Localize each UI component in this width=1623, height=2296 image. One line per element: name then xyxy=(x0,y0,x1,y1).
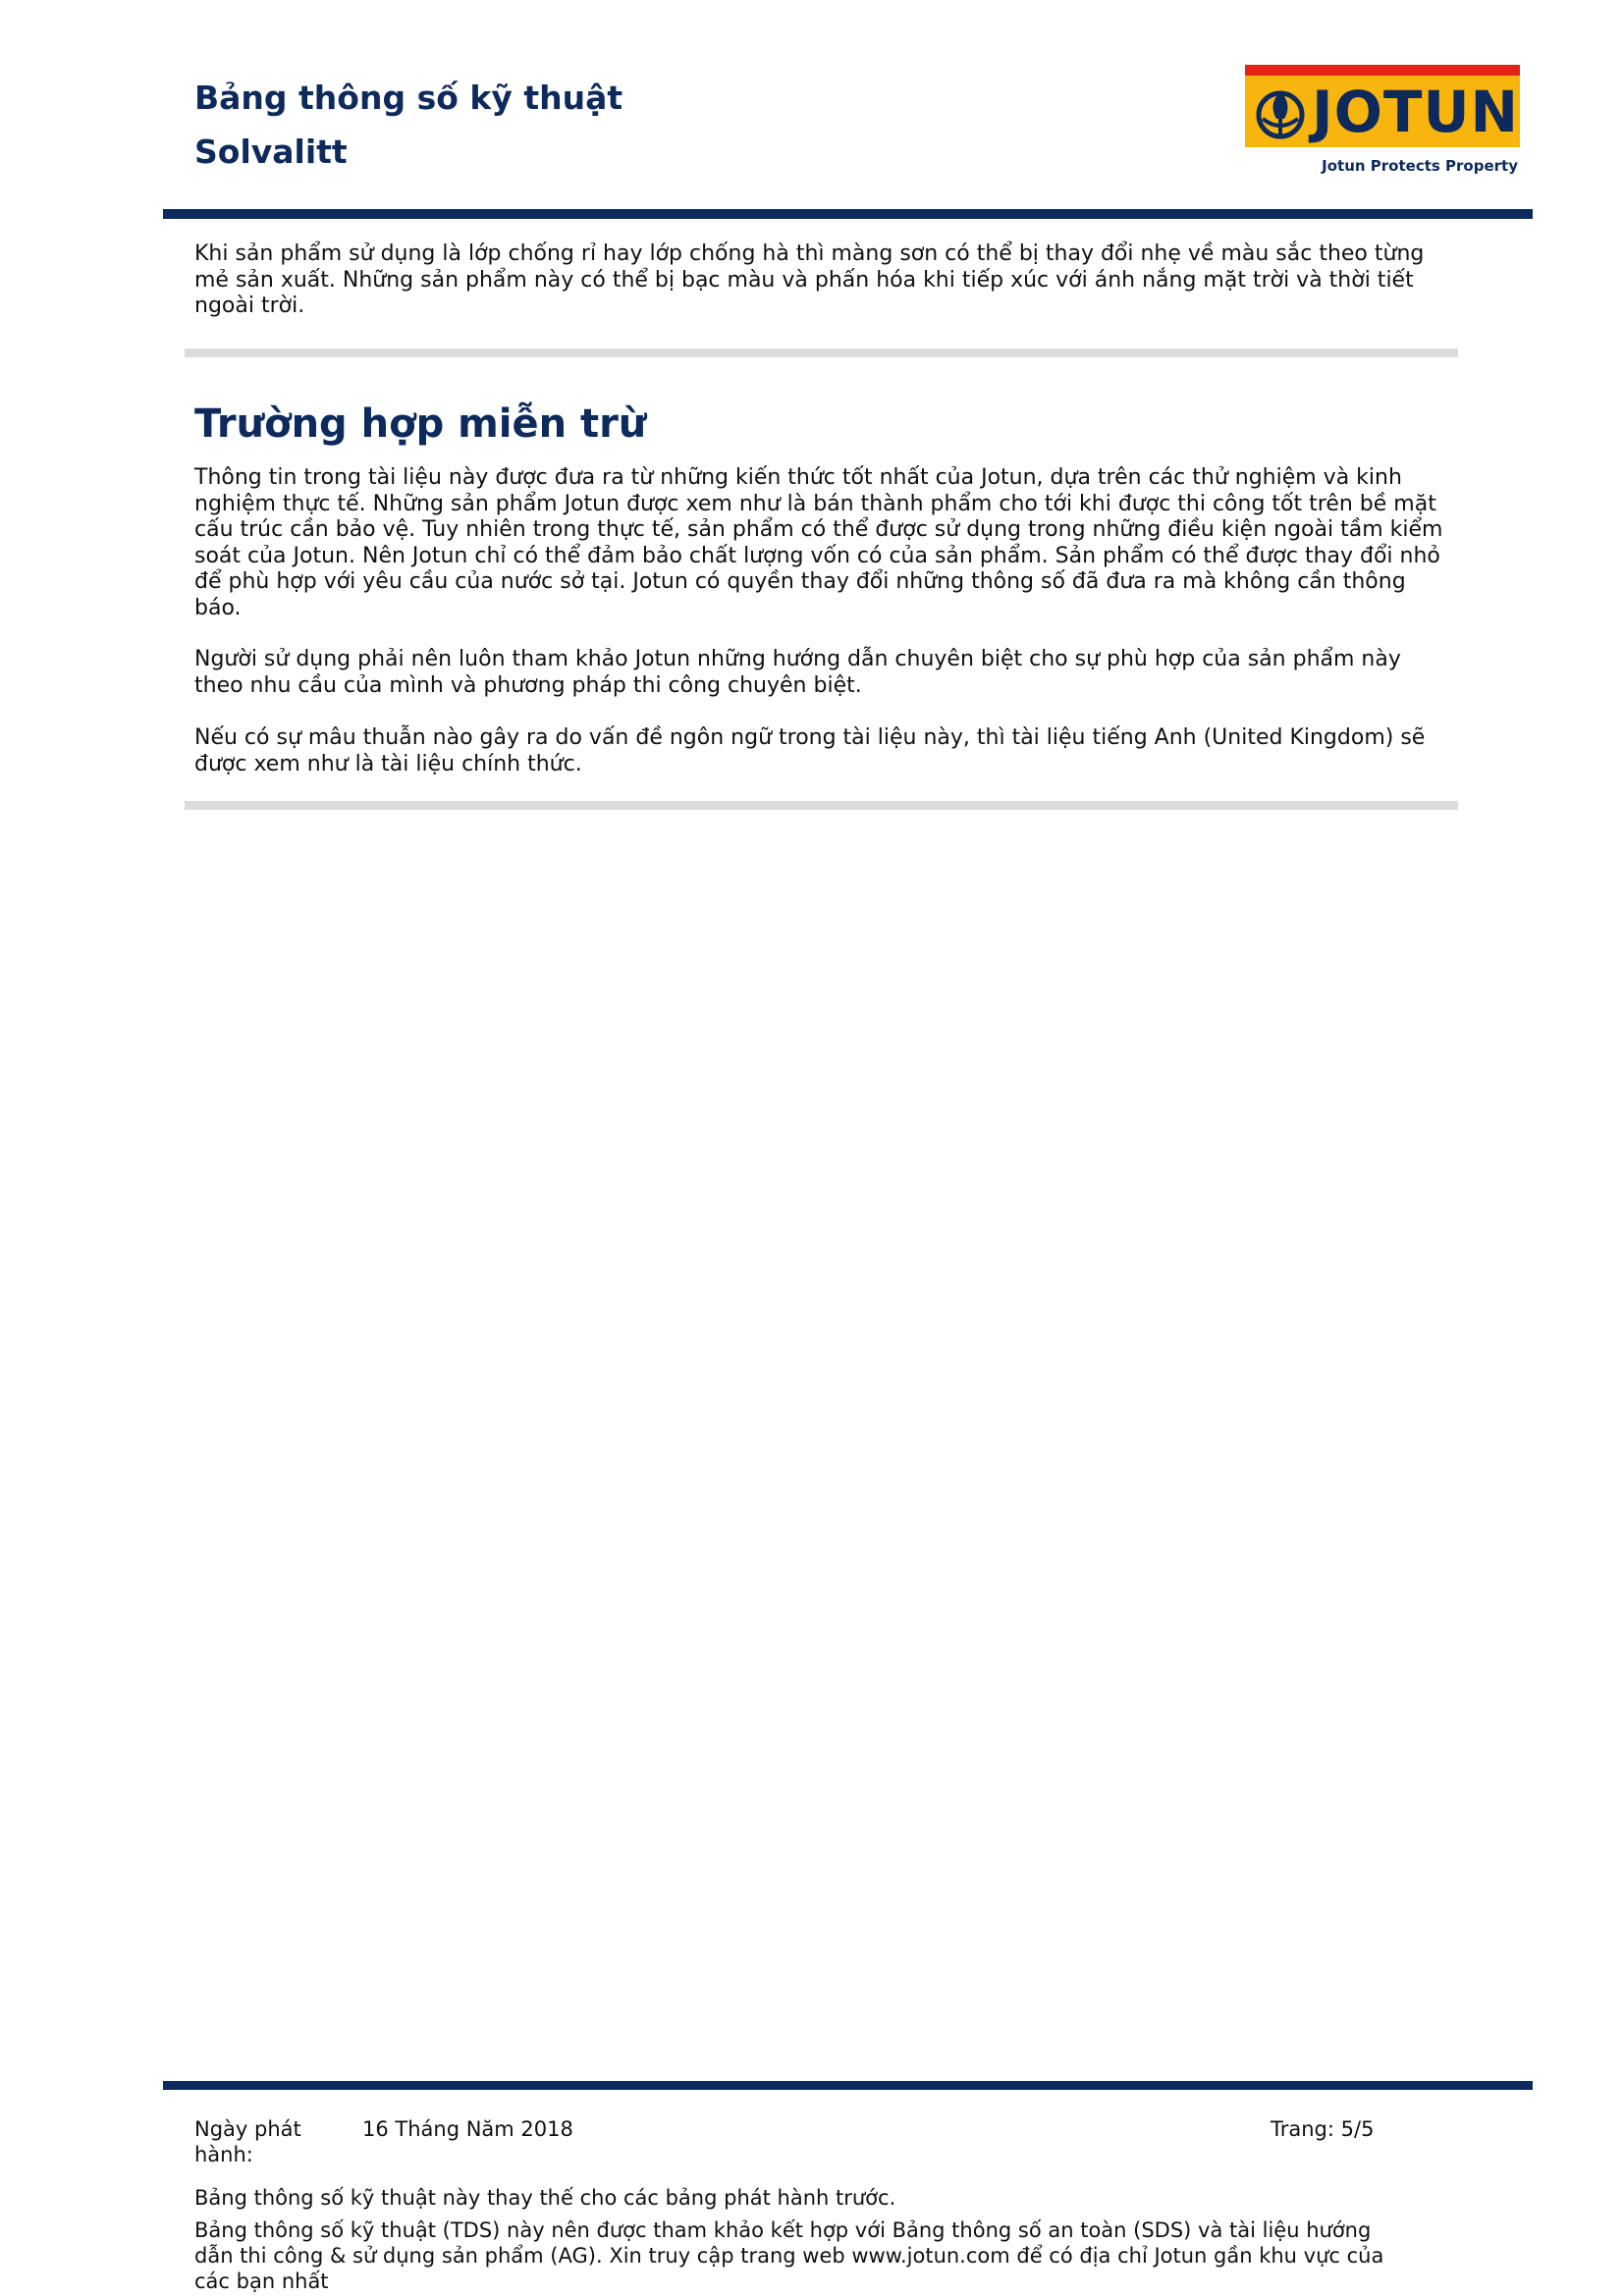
section-separator xyxy=(185,801,1458,810)
disclaimer-paragraph: Thông tin trong tài liệu này được đưa ra từ những kiến thức tốt nhất của Jotun, dựa trên các thử nghiệm và kinh nghiệm thực tế. Những sản phẩm Jotun được xem như là bán thành phẩm cho tới khi được thi công tốt trên bề mặt cấu trúc cần bảo vệ. Tuy nhiên trong thực tế, sản phẩm có thể được sử dụng trong những điều kiện ngoài tầm kiểm soát của Jotun. Nên Jotun chỉ có thể đảm bảo chất lượng vốn có của sản phẩm. Sản phẩm có thể được thay đổi nhỏ để phù hợp với yêu cầu của nước sở tại. Jotun có quyền thay đổi những thông số đã đưa ra mà không cần thông báo. xyxy=(194,465,1443,620)
disclaimer-paragraph: Người sử dụng phải nên luôn tham khảo Jotun những hướng dẫn chuyên biệt cho sự phù hợp của sản phẩm này theo nhu cầu của mình và phương pháp thi công chuyên biệt. xyxy=(194,647,1401,698)
whaler-emblem-icon xyxy=(1255,85,1306,140)
reference-note: Bảng thông số kỹ thuật (TDS) này nên được tham khảo kết hợp với Bảng thông số an toàn (SDS) và tài liệu hướng dẫn thi công & sử dụng sản phẩm (AG). Xin truy cập trang web www.jotun.com để có địa chỉ Jotun gần khu vực của các bạn nhất xyxy=(194,2218,1384,2293)
document-title: Bảng thông số kỹ thuật xyxy=(194,79,623,117)
section-separator xyxy=(185,348,1458,357)
product-name: Solvalitt xyxy=(194,133,348,171)
page-number: Trang: 5/5 xyxy=(1271,2117,1375,2141)
supersede-note: Bảng thông số kỹ thuật này thay thế cho các bảng phát hành trước. xyxy=(194,2186,896,2210)
disclaimer-paragraph: Nếu có sự mâu thuẫn nào gây ra do vấn đề ngôn ngữ trong tài liệu này, thì tài liệu tiếng Anh (United Kingdom) sẽ được xem như là tài liệu chính thức. xyxy=(194,725,1426,776)
header-divider xyxy=(163,209,1533,219)
logo-wordmark: JOTUN xyxy=(1312,79,1520,145)
footer-divider xyxy=(163,2081,1533,2090)
issue-date-label: Ngày phát hành: xyxy=(194,2117,301,2166)
jotun-logo xyxy=(1245,65,1520,178)
issue-date-value: 16 Tháng Năm 2018 xyxy=(362,2117,573,2141)
logo-tagline: Jotun Protects Property xyxy=(1322,157,1518,175)
logo-red-band xyxy=(1245,65,1520,76)
intro-paragraph: Khi sản phẩm sử dụng là lớp chống rỉ hay lớp chống hà thì màng sơn có thể bị thay đổi nhẹ về màu sắc theo từng mẻ sản xuất. Những sản phẩm này có thể bị bạc màu và phấn hóa khi tiếp xúc với ánh nắng mặt trời và thời tiết ngoài trời. xyxy=(194,241,1425,318)
section-heading: Trường hợp miễn trừ xyxy=(194,401,647,447)
